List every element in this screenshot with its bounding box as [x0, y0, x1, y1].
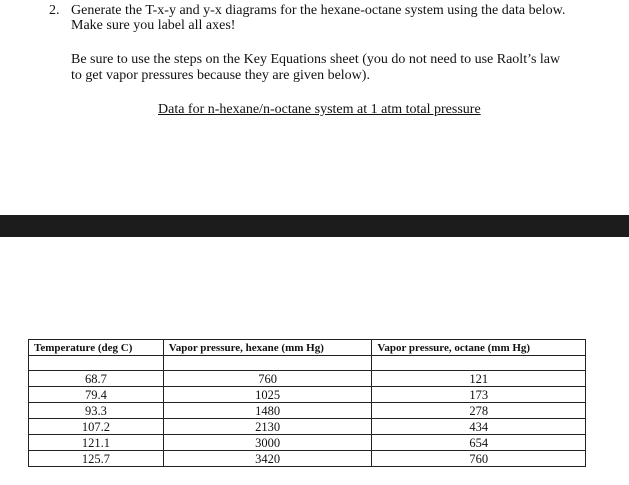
question-number: 2. [49, 3, 60, 18]
hexane-pressure-cell: 3420 [163, 451, 372, 467]
vapor-pressure-table [28, 339, 586, 467]
table-row [29, 451, 586, 467]
table-row [29, 371, 586, 387]
hexane-pressure-cell: 1025 [163, 387, 372, 403]
hexane-pressure-cell: 2130 [163, 419, 372, 435]
page-divider-band [0, 215, 629, 237]
header-octane-pressure: Vapor pressure, octane (mm Hg) [372, 340, 586, 356]
header-hexane-pressure: Vapor pressure, hexane (mm Hg) [163, 340, 372, 356]
table-row [29, 419, 586, 435]
octane-pressure-cell: 434 [372, 419, 586, 435]
table-row [29, 403, 586, 419]
temperature-cell: 79.4 [29, 387, 164, 403]
temperature-cell: 93.3 [29, 403, 164, 419]
instruction-line-3: Be sure to use the steps on the Key Equations sheet (you do not need to use Raolt’s law [71, 52, 561, 67]
temperature-cell: 121.1 [29, 435, 164, 451]
header-temperature: Temperature (deg C) [29, 340, 164, 356]
hexane-pressure-cell: 760 [163, 371, 372, 387]
instruction-line-1: Generate the T-x-y and y-x diagrams for the hexane-octane system using the data below. [71, 3, 566, 18]
octane-pressure-cell: 121 [372, 371, 586, 387]
data-table-title: Data for n-hexane/n-octane system at 1 atm total pressure [158, 102, 481, 117]
instruction-line-2: Make sure you label all axes! [71, 18, 236, 33]
octane-pressure-cell: 278 [372, 403, 586, 419]
octane-pressure-cell: 654 [372, 435, 586, 451]
temperature-cell: 107.2 [29, 419, 164, 435]
instruction-line-4: to get vapor pressures because they are given below). [71, 68, 370, 83]
temperature-cell: 68.7 [29, 371, 164, 387]
table-row [29, 387, 586, 403]
table-spacer-row [29, 356, 586, 371]
hexane-pressure-cell: 1480 [163, 403, 372, 419]
temperature-cell: 125.7 [29, 451, 164, 467]
octane-pressure-cell: 760 [372, 451, 586, 467]
table-row [29, 435, 586, 451]
hexane-pressure-cell: 3000 [163, 435, 372, 451]
octane-pressure-cell: 173 [372, 387, 586, 403]
table-header-row [29, 340, 586, 356]
